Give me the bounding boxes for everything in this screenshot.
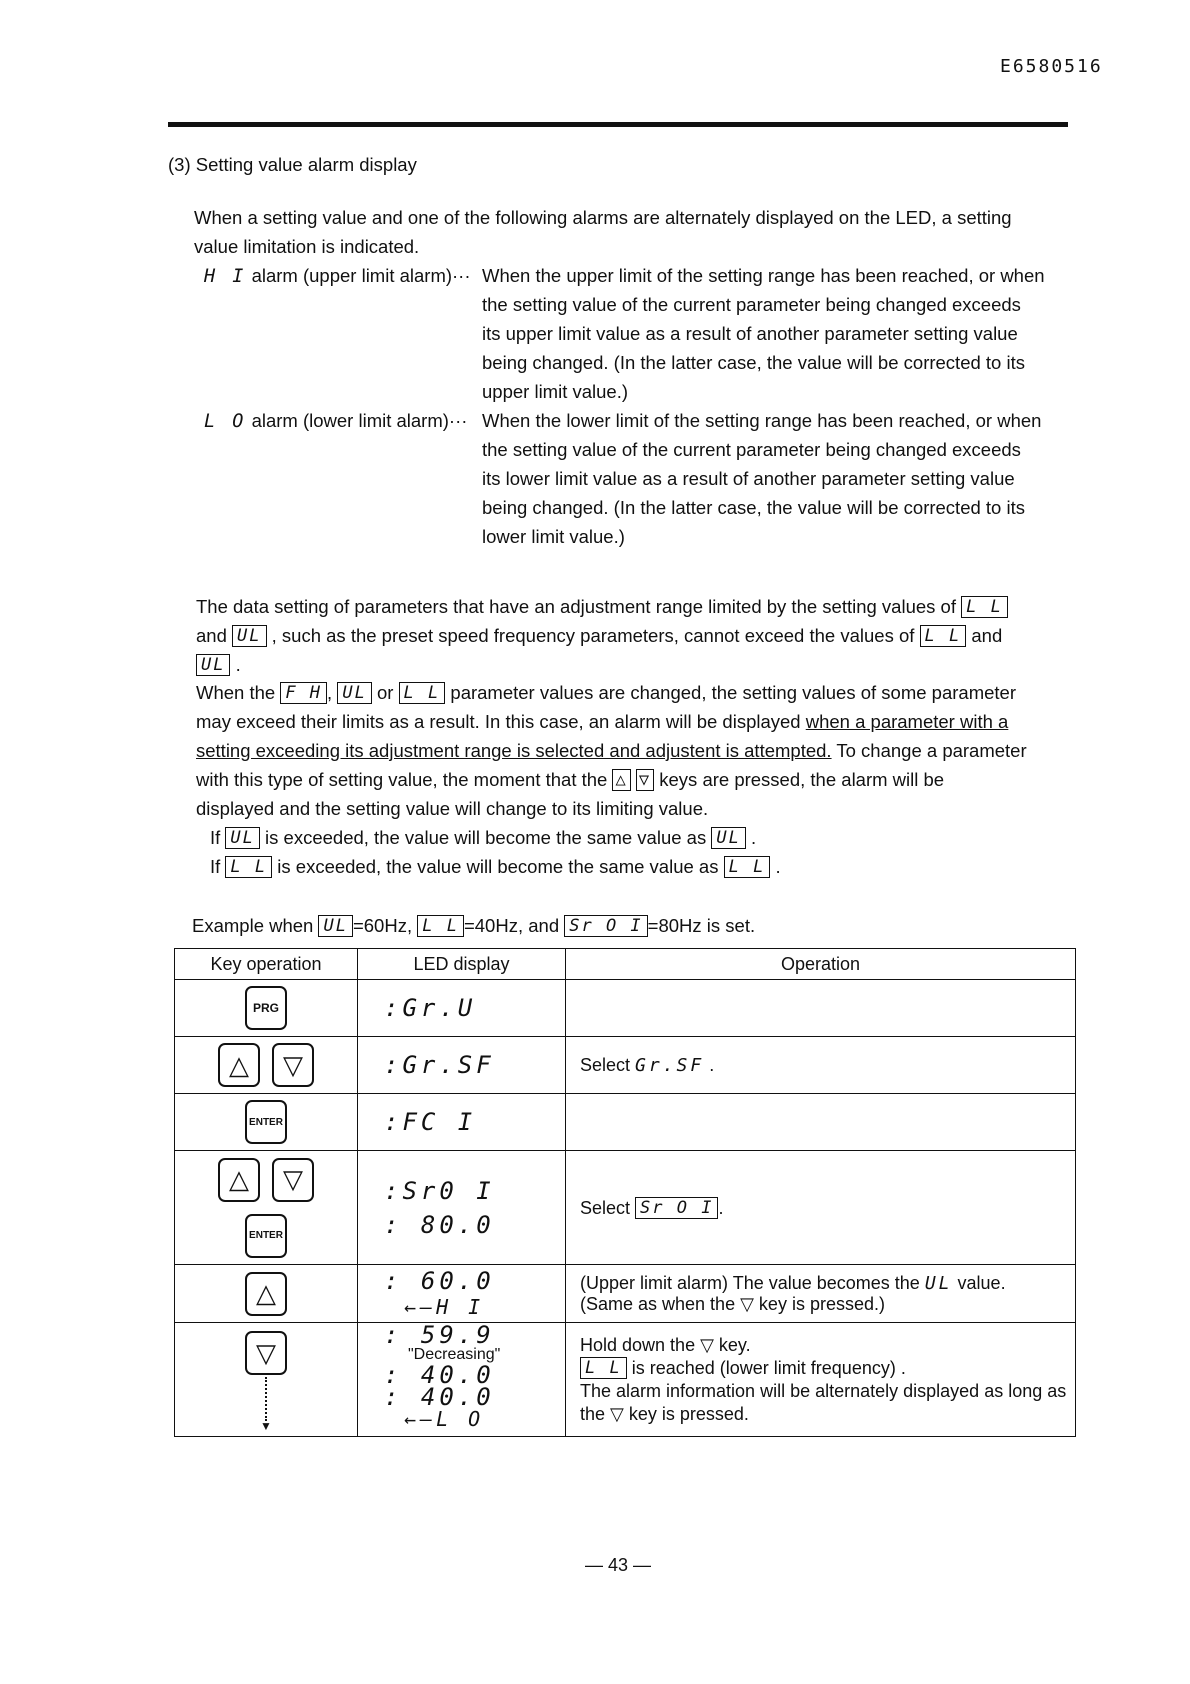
lo-line: being changed. (In the latter case, the value will be corrected to its — [482, 497, 1025, 518]
ll-box: L L — [399, 682, 446, 704]
header-operation: Operation — [566, 949, 1076, 980]
lo-line: When the lower limit of the setting range has been reached, or when — [482, 410, 1042, 431]
header-key-operation: Key operation — [175, 949, 358, 980]
table-row — [175, 1094, 1076, 1151]
p3-line2: may exceed their limits as a result. In this case, an alarm will be displayed — [196, 711, 801, 732]
p3-b: parameter values are changed, the setting values of some parameter — [450, 682, 1017, 703]
op-text-3: The alarm information will be alternately displayed as long as — [580, 1380, 1067, 1401]
p3-a: When the — [196, 682, 276, 703]
operation-cell — [566, 1037, 1076, 1094]
op-text-2: (Same as when the ▽ key is pressed.) — [580, 1293, 885, 1314]
p3-dot: . — [775, 856, 781, 877]
lo-label-text: alarm (lower limit alarm)··· — [251, 410, 468, 431]
led-note: "Decreasing" — [408, 1346, 501, 1363]
example-c: =40Hz, and — [463, 915, 560, 936]
op-dot: . — [718, 1197, 724, 1218]
sr01-box: Sr O I — [564, 915, 647, 937]
led-value: : 40.0 — [384, 1361, 495, 1389]
ll-box: L L — [724, 856, 771, 878]
led-value: :Gr.SF — [384, 1051, 495, 1079]
p3-line5: displayed and the setting value will change to its limiting value. — [196, 798, 709, 819]
para2-text: The data setting of parameters that have an adjustment range limited by the setting values of — [196, 596, 956, 617]
led-value: : 60.0 — [384, 1266, 495, 1295]
table-header-row — [175, 949, 1076, 980]
down-key-icon: ▽ — [636, 769, 654, 791]
op-text: Hold down the ▽ key. — [580, 1334, 751, 1355]
para2-text-2: , such as the preset speed frequency parameters, cannot exceed the values of — [271, 625, 915, 646]
p3-line4: with this type of setting value, the moment that the — [196, 769, 608, 790]
lo-alarm-label — [204, 406, 467, 436]
led-value: : 59.9 — [384, 1321, 495, 1349]
hi-line: When the upper limit of the setting range has been reached, or when — [482, 265, 1045, 286]
p3-line4b: keys are pressed, the alarm will be — [659, 769, 945, 790]
operation-table — [174, 948, 1076, 1437]
op-text-2: is reached (lower limit frequency) . — [631, 1357, 906, 1378]
ll-box: L L — [580, 1357, 627, 1379]
para-change — [196, 678, 1086, 881]
up-key[interactable]: △ — [218, 1158, 260, 1202]
p3-or: or — [376, 682, 394, 703]
p3-if: If — [210, 827, 221, 848]
hi-alarm-desc — [482, 261, 1045, 406]
up-key[interactable]: △ — [245, 1272, 287, 1316]
para2-dot: . — [235, 654, 241, 675]
operation-cell — [566, 1094, 1076, 1151]
enter-key[interactable]: ENTER — [245, 1100, 287, 1144]
ul-box: UL — [711, 827, 745, 849]
op-text: (Upper limit alarm) The value becomes the — [580, 1272, 920, 1293]
led-value: : 80.0 — [384, 1210, 495, 1239]
ll-box: L L — [225, 856, 272, 878]
sr01-box: Sr O I — [635, 1197, 718, 1219]
p3-comma: , — [327, 682, 333, 703]
fh-box: F H — [280, 682, 327, 704]
op-code: Gr.SF — [635, 1054, 705, 1076]
op-code: UL — [924, 1272, 953, 1294]
table-row — [175, 1151, 1076, 1265]
op-dot: . — [709, 1054, 715, 1075]
led-value: :FC I — [384, 1108, 477, 1136]
lo-line: its lower limit value as a result of another parameter setting value — [482, 468, 1015, 489]
prg-key[interactable]: PRG — [245, 986, 287, 1030]
section-title: (3) Setting value alarm display — [168, 154, 417, 175]
hi-code: H I — [204, 266, 247, 287]
table-row — [175, 1323, 1076, 1437]
led-alarm: ←—L O — [404, 1407, 485, 1431]
table-row — [175, 1265, 1076, 1323]
down-key[interactable]: ▽ — [272, 1043, 314, 1087]
op-text-4: the ▽ key is pressed. — [580, 1403, 749, 1424]
example-a: Example when — [192, 915, 314, 936]
p3-if-text: is exceeded, the value will become the same value as — [265, 827, 707, 848]
ul-box: UL — [318, 915, 352, 937]
header-led-display: LED display — [358, 949, 566, 980]
ll-box: L L — [417, 915, 464, 937]
hi-line: upper limit value.) — [482, 381, 629, 402]
op-text-b: value. — [957, 1272, 1006, 1293]
ul-box: UL — [232, 625, 266, 647]
operation-cell — [566, 1151, 1076, 1265]
led-alarm: ←—H I — [404, 1294, 485, 1319]
hi-label-text: alarm (upper limit alarm)··· — [251, 265, 471, 286]
p3-if-text: is exceeded, the value will become the same value as — [277, 856, 719, 877]
enter-key[interactable]: ENTER — [245, 1214, 287, 1258]
ul-box: UL — [225, 827, 259, 849]
ul-box: UL — [337, 682, 371, 704]
hi-line: its upper limit value as a result of another parameter setting value — [482, 323, 1018, 344]
example-d: =80Hz is set. — [647, 915, 756, 936]
para2-and-2: and — [971, 625, 1003, 646]
hi-line: the setting value of the current parameter being changed exceeds — [482, 294, 1021, 315]
lo-line: lower limit value.) — [482, 526, 625, 547]
op-text: Select — [580, 1197, 631, 1218]
example-b: =60Hz, — [352, 915, 413, 936]
header-rule — [168, 122, 1068, 127]
p3-line3-underlined: setting exceeding its adjustment range is selected and adjustent is attempted. — [196, 740, 832, 761]
arrow-down-icon: ▼ — [260, 1419, 272, 1433]
ll-box: L L — [961, 596, 1008, 618]
led-value: :Gr.U — [384, 994, 477, 1022]
para2-and: and — [196, 625, 227, 646]
table-row — [175, 980, 1076, 1037]
p3-if: If — [210, 856, 221, 877]
led-value: : 40.0 — [384, 1383, 495, 1411]
op-text: Select — [580, 1054, 631, 1075]
table-row — [175, 1037, 1076, 1094]
ll-box: L L — [920, 625, 967, 647]
operation-cell — [566, 1323, 1076, 1437]
lo-alarm-desc — [482, 406, 1041, 551]
up-key-icon: △ — [612, 769, 630, 791]
document-number: E6580516 — [1000, 56, 1103, 77]
hold-arrow — [265, 1377, 267, 1421]
page-number: — 43 — — [585, 1555, 652, 1575]
up-key[interactable]: △ — [218, 1043, 260, 1087]
lo-line: the setting value of the current parameter being changed exceeds — [482, 439, 1021, 460]
operation-cell — [566, 1265, 1076, 1323]
hi-line: being changed. (In the latter case, the value will be corrected to its — [482, 352, 1025, 373]
operation-cell — [566, 980, 1076, 1037]
p3-line2-underlined: when a parameter with a — [805, 711, 1009, 732]
p3-dot: . — [750, 827, 757, 848]
led-value: :Sr0 I — [384, 1176, 495, 1205]
p3-line3: To change a parameter — [836, 740, 1027, 761]
para-limits — [196, 592, 1076, 679]
intro-line-1: When a setting value and one of the following alarms are alternately displayed on the LED, a setting — [194, 207, 1012, 228]
intro-line-2: value limitation is indicated. — [194, 236, 420, 257]
down-key[interactable]: ▽ — [245, 1331, 287, 1375]
hi-alarm-label — [204, 261, 471, 291]
ul-box: UL — [196, 654, 230, 676]
example-line — [192, 911, 755, 940]
lo-code: L O — [204, 411, 247, 432]
down-key[interactable]: ▽ — [272, 1158, 314, 1202]
